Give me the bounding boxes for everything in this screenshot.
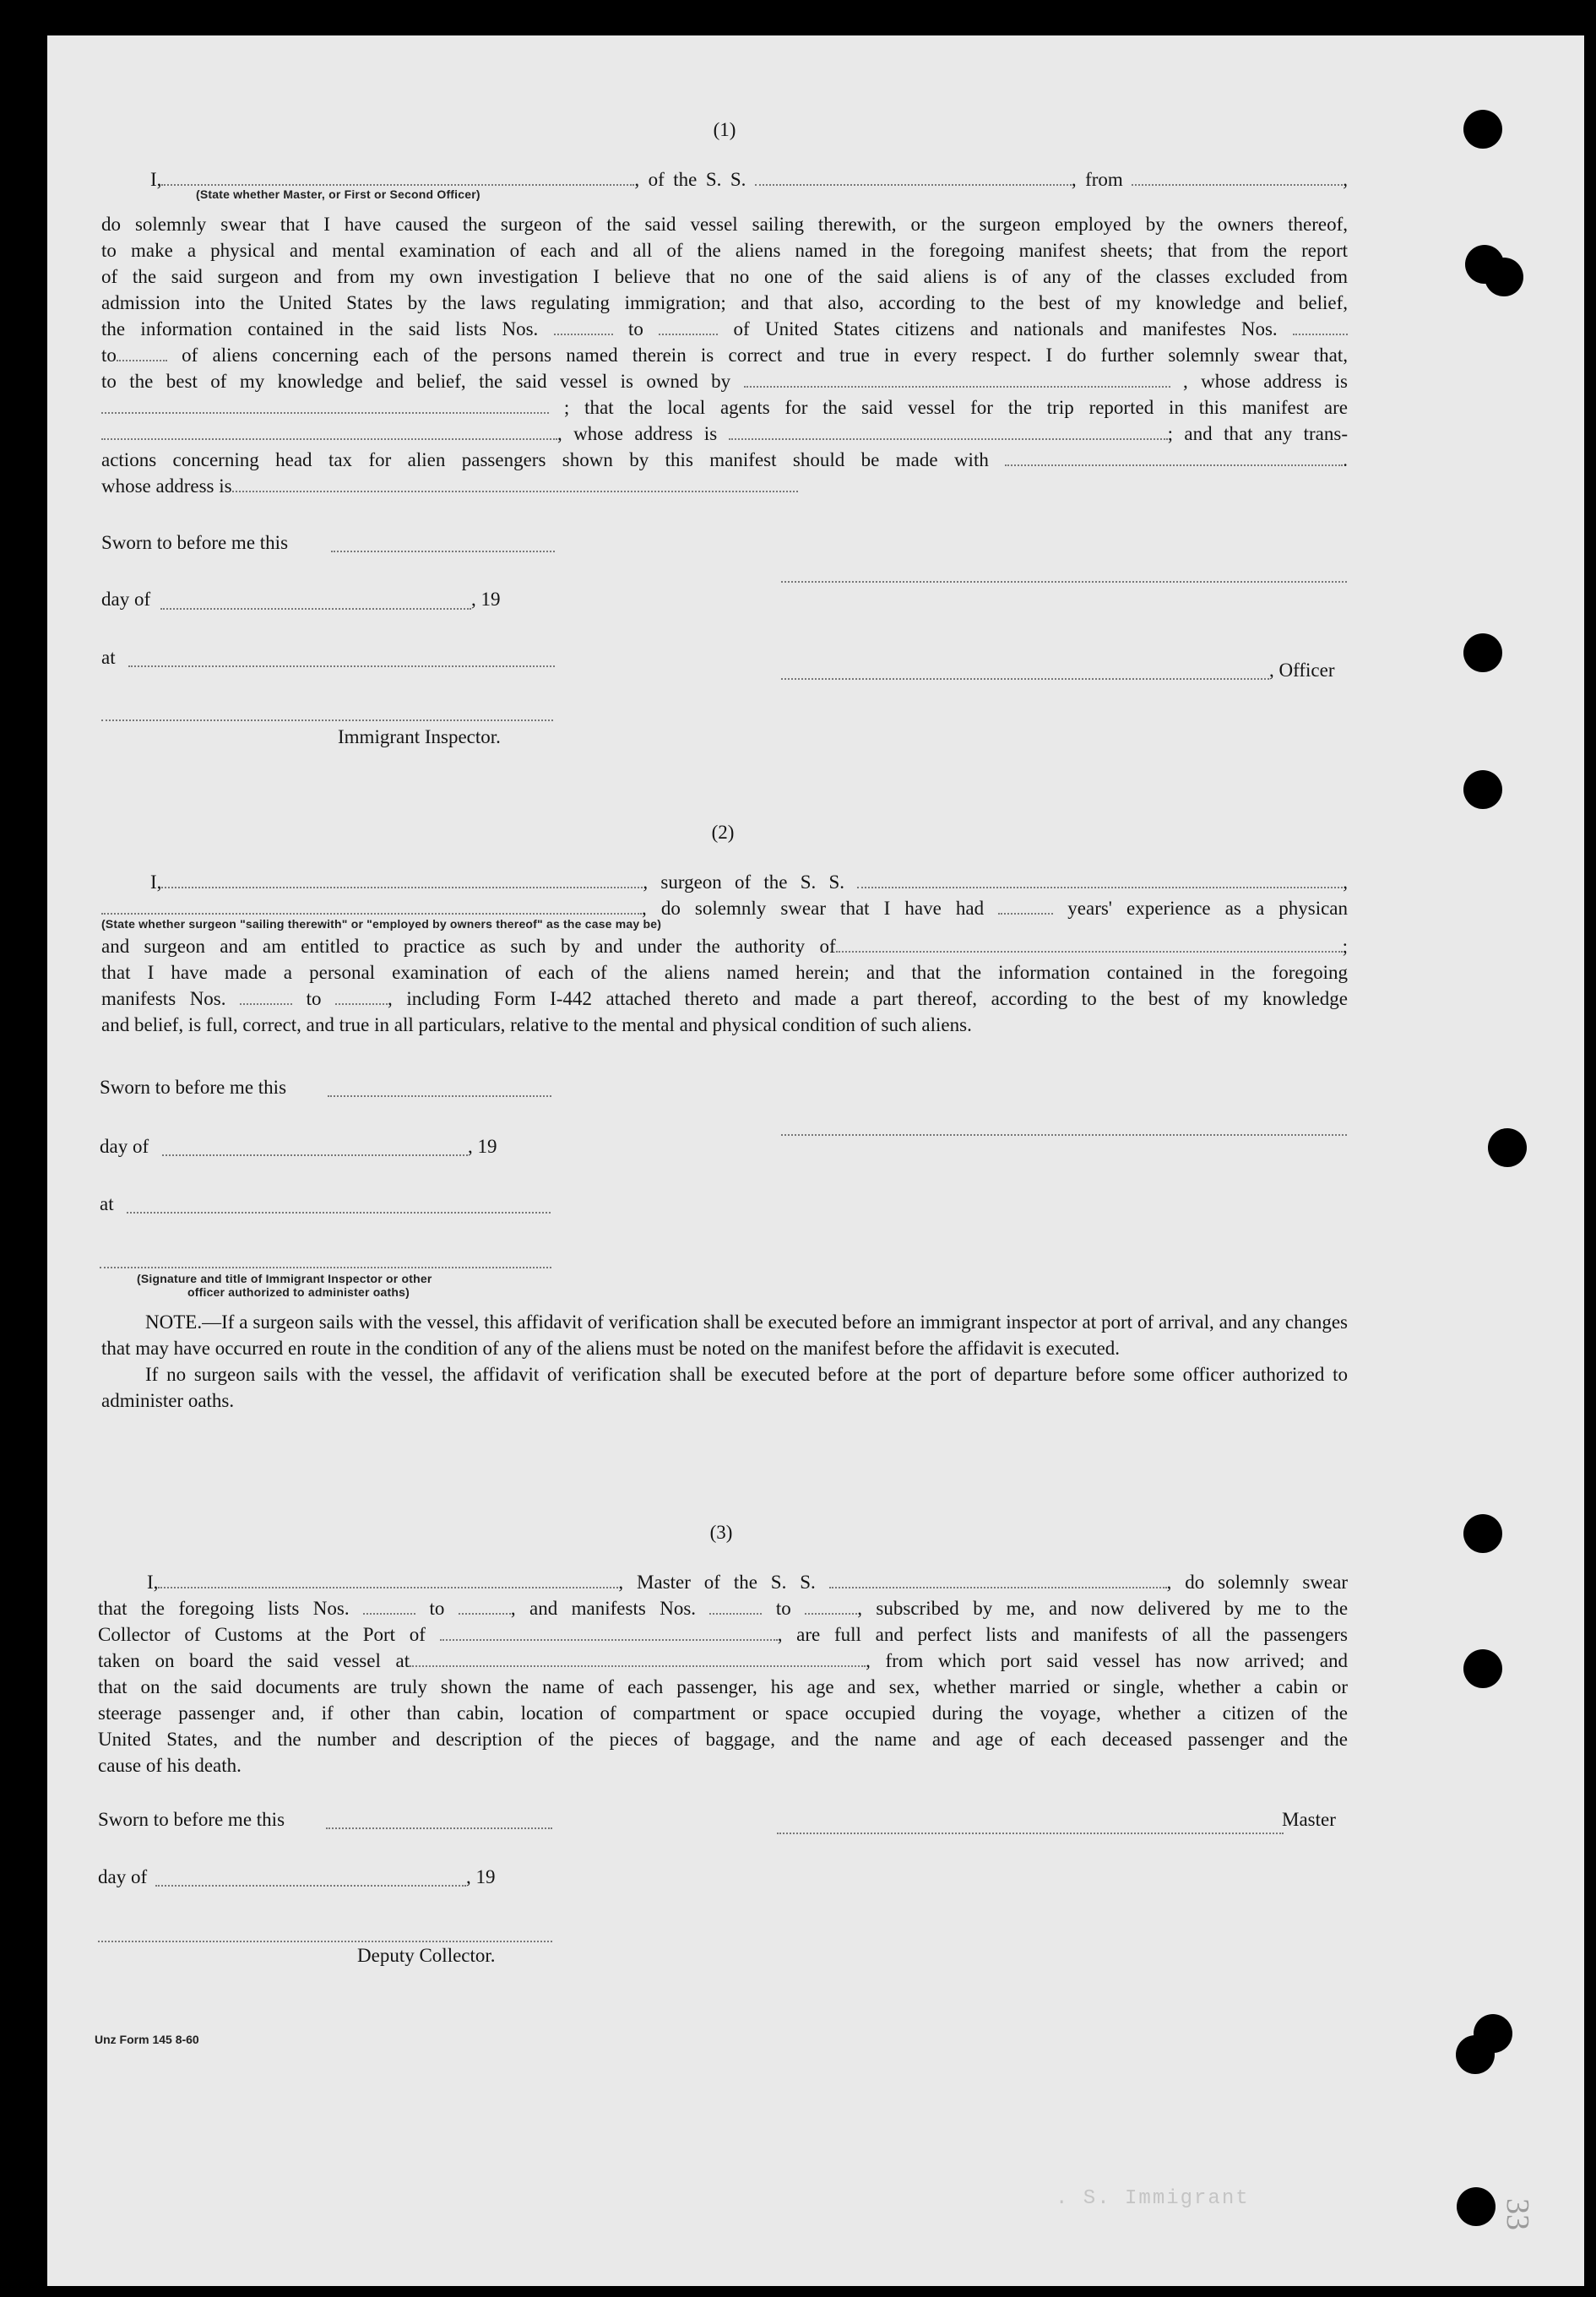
port-field[interactable] — [440, 1624, 778, 1641]
sworn-label: Sworn to before me this — [101, 532, 289, 553]
form-line: to make a physical and mental examination of each and all of the aliens named in the foregoing manifest sheets; that from the report — [101, 240, 1348, 261]
text: , of the S. S. — [634, 169, 746, 190]
form-line: admission into the United States by the laws regulating immigration; and that also, according to the best of my knowledge and belief, — [101, 292, 1348, 313]
section-3 — [98, 1569, 1348, 1778]
text: years' experience as a physican — [1067, 898, 1349, 919]
text: I, — [150, 872, 162, 893]
day-of-label: day of — [98, 1866, 148, 1887]
text: , do solemnly swear — [1166, 1572, 1349, 1593]
text: that the foregoing lists Nos. — [98, 1598, 350, 1619]
faded-stamp: . S. Immigrant — [1056, 2187, 1250, 2210]
form-line — [98, 1569, 1348, 1595]
text: , are full and perfect lists and manifests of all the passengers — [777, 1624, 1348, 1645]
field-caption: officer authorized to administer oaths) — [187, 1285, 410, 1299]
punch-hole — [1463, 633, 1502, 672]
at-label: at — [100, 1193, 114, 1214]
day-of-label: day of — [101, 589, 151, 610]
text: Collector of Customs at the Port of — [98, 1624, 426, 1645]
text: ; — [1342, 936, 1348, 957]
month-field[interactable] — [155, 1885, 466, 1887]
manifests-to-field[interactable] — [335, 988, 388, 1005]
form-line — [101, 316, 1348, 342]
page-mark: 33 — [1500, 2198, 1535, 2230]
inspector-signature-field[interactable] — [100, 1267, 551, 1268]
text: taken on board the said vessel at — [98, 1650, 410, 1671]
manifests-from-field[interactable] — [240, 988, 292, 1005]
form-line: United States, and the number and description of the pieces of baggage, and the name and age of each deceased passenger and the — [98, 1729, 1348, 1750]
form-line — [98, 1648, 1348, 1674]
text: and surgeon and am entitled to practice as such by and under the authority of — [101, 936, 836, 957]
text: , surgeon of the S. S. — [643, 872, 845, 893]
punch-hole — [1457, 2187, 1496, 2226]
punch-hole — [1463, 1514, 1502, 1553]
text: manifests Nos. — [101, 988, 226, 1009]
text: , including Form I-442 attached thereto and made a part thereof, according to the best of my knowledge — [388, 988, 1349, 1009]
text: , from which port said vessel has now arrived; and — [866, 1650, 1348, 1671]
text: to — [627, 318, 643, 339]
text: , from — [1071, 169, 1123, 190]
officer-signature-field[interactable] — [781, 581, 1347, 583]
manifests-from-field[interactable] — [709, 1598, 762, 1615]
master-signature-field[interactable] — [777, 1833, 1284, 1834]
form-line — [101, 447, 1348, 473]
departure-port-field[interactable] — [410, 1650, 866, 1667]
sworn-label: Sworn to before me this — [98, 1809, 285, 1830]
text: of United States citizens and nationals and manifestes Nos. — [733, 318, 1278, 339]
owner-address-field[interactable] — [101, 397, 549, 414]
lists-to-field[interactable] — [459, 1598, 511, 1615]
text: the information contained in the said lists Nos. — [101, 318, 539, 339]
form-line — [98, 1595, 1348, 1621]
section-number: (1) — [713, 119, 736, 140]
note-paragraph: NOTE.—If a surgeon sails with the vessel, this affidavit of verification shall be executed before an immigrant inspector at port of arrival, and any changes that may have occurred en route in the condition of any of the aliens must be noted on the manifest before the affidavit is executed. — [101, 1311, 1348, 1359]
text: , and manifests Nos. — [510, 1598, 697, 1619]
form-line — [101, 986, 1348, 1012]
day-of-label: day of — [100, 1136, 149, 1157]
text: . — [1343, 449, 1348, 470]
text: I, — [150, 169, 162, 190]
month-field[interactable] — [160, 608, 471, 610]
form-line: that I have made a personal examination of each of the aliens named herein; and that the information contained in the foregoing — [101, 962, 1348, 983]
field-caption: (State whether surgeon "sailing therewith" or "employed by owners thereof" as the case may be) — [101, 917, 662, 931]
text: , whose address is — [1182, 371, 1348, 392]
deputy-label: Deputy Collector. — [357, 1945, 496, 1966]
form-line — [98, 1621, 1348, 1648]
deputy-signature-field[interactable] — [98, 1941, 552, 1942]
agents-field[interactable] — [101, 423, 557, 440]
surgeon-signature-field[interactable] — [781, 1134, 1347, 1136]
text: , — [1343, 872, 1349, 893]
license-authority-field[interactable] — [836, 936, 1343, 953]
inspector-signature-field[interactable] — [101, 720, 553, 721]
form-line — [101, 368, 1348, 394]
head-tax-party-field[interactable] — [1005, 449, 1343, 466]
section-number: (2) — [711, 822, 735, 843]
manifests-to-field[interactable] — [805, 1598, 857, 1615]
text: to — [429, 1598, 445, 1619]
text: , whose address is — [557, 423, 718, 444]
text: I, — [147, 1572, 159, 1593]
month-field[interactable] — [162, 1154, 468, 1156]
manifests-from-field[interactable] — [1293, 318, 1348, 335]
form-line — [101, 869, 1348, 895]
punch-hole — [1456, 2035, 1495, 2074]
sworn-label: Sworn to before me this — [100, 1077, 287, 1098]
section-1 — [101, 166, 1348, 499]
inspector-label: Immigrant Inspector. — [338, 726, 501, 747]
year-label: , 19 — [468, 1136, 497, 1157]
text: to — [775, 1598, 791, 1619]
form-line: steerage passenger and, if other than cabin, location of compartment or space occupied during the voyage, whether a citizen of the — [98, 1702, 1348, 1724]
vessel-name-field[interactable] — [829, 1572, 1167, 1588]
text: of aliens concerning each of the persons named therein is correct and true in every respect. I do further solemnly swear that, — [182, 345, 1348, 366]
text: ; that the local agents for the said vessel for the trip reported in this manifest are — [563, 397, 1349, 418]
text: , — [1343, 169, 1349, 190]
sworn-date-field[interactable] — [331, 551, 555, 552]
lists-from-field[interactable] — [363, 1598, 415, 1615]
punch-hole — [1485, 258, 1523, 296]
master-name-field[interactable] — [158, 1572, 618, 1588]
place-field[interactable] — [128, 665, 555, 667]
head-tax-address-field[interactable] — [232, 475, 798, 492]
field-caption: (State whether Master, or First or Second Officer) — [196, 187, 480, 201]
text: ; and that any trans- — [1167, 423, 1348, 444]
section-number: (3) — [709, 1522, 733, 1543]
port-from-field[interactable] — [1132, 169, 1343, 186]
form-line — [101, 421, 1348, 447]
text: to — [306, 988, 322, 1009]
year-label: , 19 — [471, 589, 501, 610]
text: , subscribed by me, and now delivered by me to the — [857, 1598, 1349, 1619]
form-line: cause of his death. — [98, 1755, 242, 1776]
note-paragraph: If no surgeon sails with the vessel, the affidavit of verification shall be executed before at the port of departure before some officer authorized to administer oaths. — [101, 1364, 1348, 1411]
form-line: and belief, is full, correct, and true in all particulars, relative to the mental and physical condition of such aliens. — [101, 1014, 972, 1035]
text: actions concerning head tax for alien passengers shown by this manifest should be made with — [101, 449, 989, 470]
agents-address-field[interactable] — [729, 423, 1168, 440]
at-label: at — [101, 647, 116, 668]
form-line: do solemnly swear that I have caused the surgeon of the said vessel sailing therewith, or the surgeon employed by the owners thereof, — [101, 214, 1348, 235]
section-2 — [101, 869, 1348, 1038]
officer-name-field[interactable] — [161, 169, 634, 186]
punch-hole — [1463, 1649, 1502, 1688]
punch-hole — [1463, 110, 1502, 149]
lists-to-field[interactable] — [659, 318, 718, 335]
year-label: , 19 — [466, 1866, 496, 1887]
manifests-to-field[interactable] — [117, 345, 167, 361]
form-line — [101, 473, 1348, 499]
note-section — [101, 1309, 1348, 1414]
form-code: Unz Form 145 8-60 — [95, 2033, 199, 2046]
sworn-date-field[interactable] — [328, 1095, 551, 1097]
surgeon-status-field[interactable] — [101, 898, 642, 915]
vessel-name-field[interactable] — [857, 872, 1343, 888]
master-label: Master — [1282, 1809, 1336, 1830]
place-field[interactable] — [127, 1212, 551, 1214]
officer-label: , Officer — [1269, 660, 1335, 681]
years-experience-field[interactable] — [998, 898, 1053, 915]
punch-hole — [1488, 1128, 1527, 1167]
text: whose address is — [101, 475, 232, 497]
text: , Master of the S. S. — [618, 1572, 816, 1593]
form-line — [101, 394, 1348, 421]
lists-from-field[interactable] — [554, 318, 613, 335]
surgeon-name-field[interactable] — [161, 872, 643, 888]
text: , do solemnly swear that I have had — [642, 898, 985, 919]
form-line — [101, 933, 1348, 959]
form-line — [101, 342, 1348, 368]
form-line: that on the said documents are truly shown the name of each passenger, his age and sex, whether married or single, whether a cabin or — [98, 1676, 1348, 1697]
vessel-name-field[interactable] — [755, 169, 1072, 186]
form-line: of the said surgeon and from my own investigation I believe that no one of the said aliens is of any of the classes excluded from — [101, 266, 1348, 287]
text: to the best of my knowledge and belief, the said vessel is owned by — [101, 371, 731, 392]
officer-title-field[interactable] — [781, 678, 1269, 680]
field-caption: (Signature and title of Immigrant Inspector or other — [137, 1272, 432, 1285]
text: to — [101, 345, 117, 366]
sworn-date-field[interactable] — [326, 1827, 552, 1829]
punch-hole — [1463, 770, 1502, 809]
owner-field[interactable] — [744, 371, 1170, 388]
